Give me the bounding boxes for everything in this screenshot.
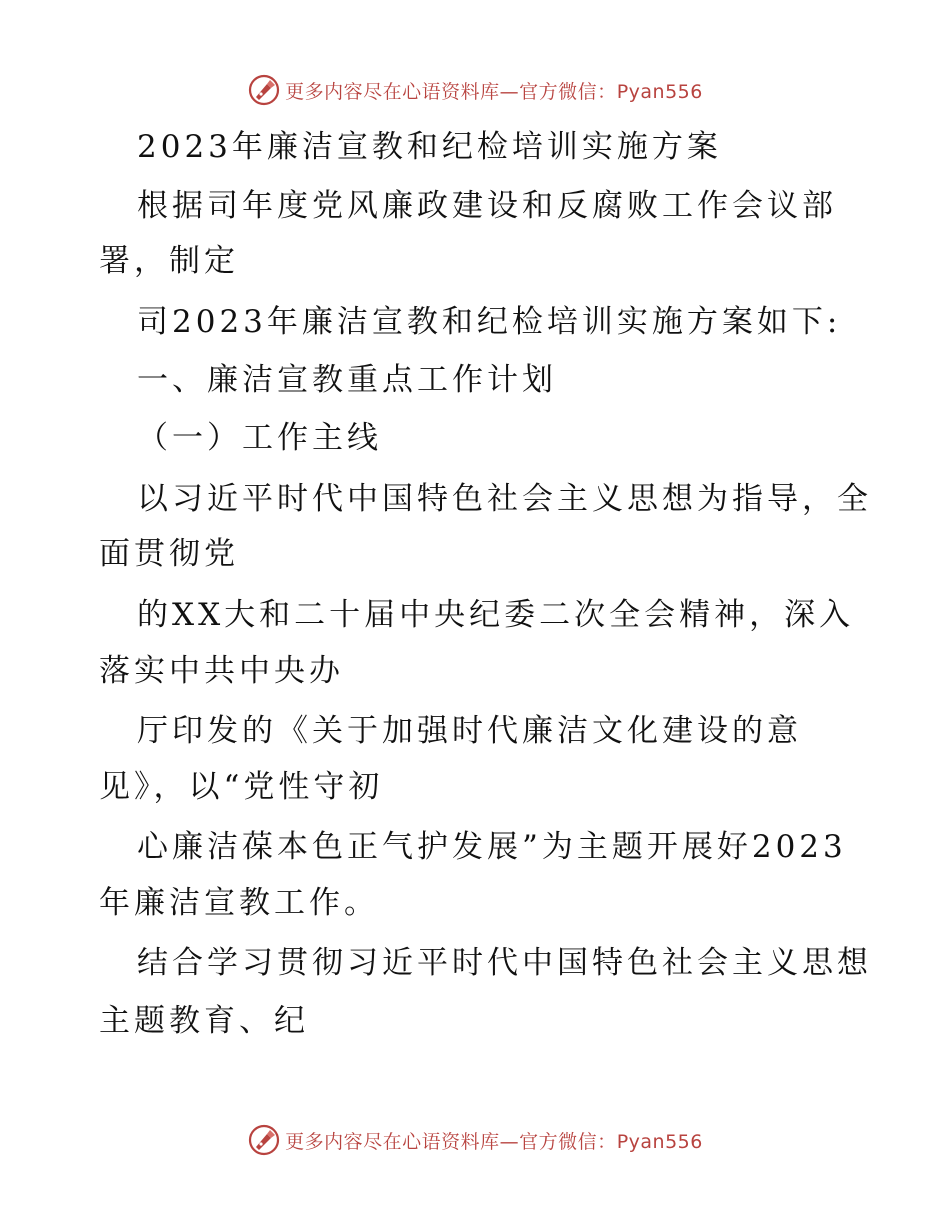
paragraph-line: 根据司年度党风廉政建设和反腐败工作会议部 xyxy=(137,188,837,224)
section-heading: 一、廉洁宣教重点工作计划 xyxy=(137,362,557,398)
footer-banner-main: 更多内容尽在心语资料库 xyxy=(285,1130,500,1153)
header-banner-dash: — xyxy=(499,80,520,103)
paragraph-line: 主题教育、纪 xyxy=(99,1003,309,1039)
paragraph-line: 心廉洁葆本色正气护发展”为主题开展好2023 xyxy=(137,829,847,865)
subsection-heading: （一）工作主线 xyxy=(137,420,382,456)
paragraph-line: 的XX大和二十届中央纪委二次全会精神，深入 xyxy=(137,597,855,633)
header-banner-main: 更多内容尽在心语资料库 xyxy=(285,80,500,103)
footer-banner-dash: — xyxy=(499,1130,520,1153)
paragraph-line: 以习近平时代中国特色社会主义思想为指导，全 xyxy=(137,481,872,517)
paragraph-line: 落实中共中央办 xyxy=(99,653,344,689)
paragraph-line: 司2023年廉洁宣教和纪检培训实施方案如下: xyxy=(137,304,842,340)
paragraph-line: 见》，以“党性守初 xyxy=(99,769,384,805)
footer-wechat-id: Pyan556 xyxy=(616,1130,703,1153)
paragraph-line: 结合学习贯彻习近平时代中国特色社会主义思想 xyxy=(137,945,872,981)
pen-nib-logo-icon xyxy=(247,1123,281,1157)
header-wechat-label: 官方微信： xyxy=(519,80,617,103)
header-wechat-id: Pyan556 xyxy=(616,80,703,103)
footer-wechat-label: 官方微信： xyxy=(519,1130,617,1153)
footer-banner-text xyxy=(285,1127,703,1154)
paragraph-line: 年廉洁宣教工作。 xyxy=(99,885,379,921)
paragraph-line: 厅印发的《关于加强时代廉洁文化建设的意 xyxy=(137,713,802,749)
paragraph-line: 面贯彻党 xyxy=(99,536,239,572)
document-title: 2023年廉洁宣教和纪检培训实施方案 xyxy=(137,129,722,165)
paragraph-line: 署，制定 xyxy=(99,243,239,279)
footer-watermark-banner xyxy=(0,1122,950,1158)
